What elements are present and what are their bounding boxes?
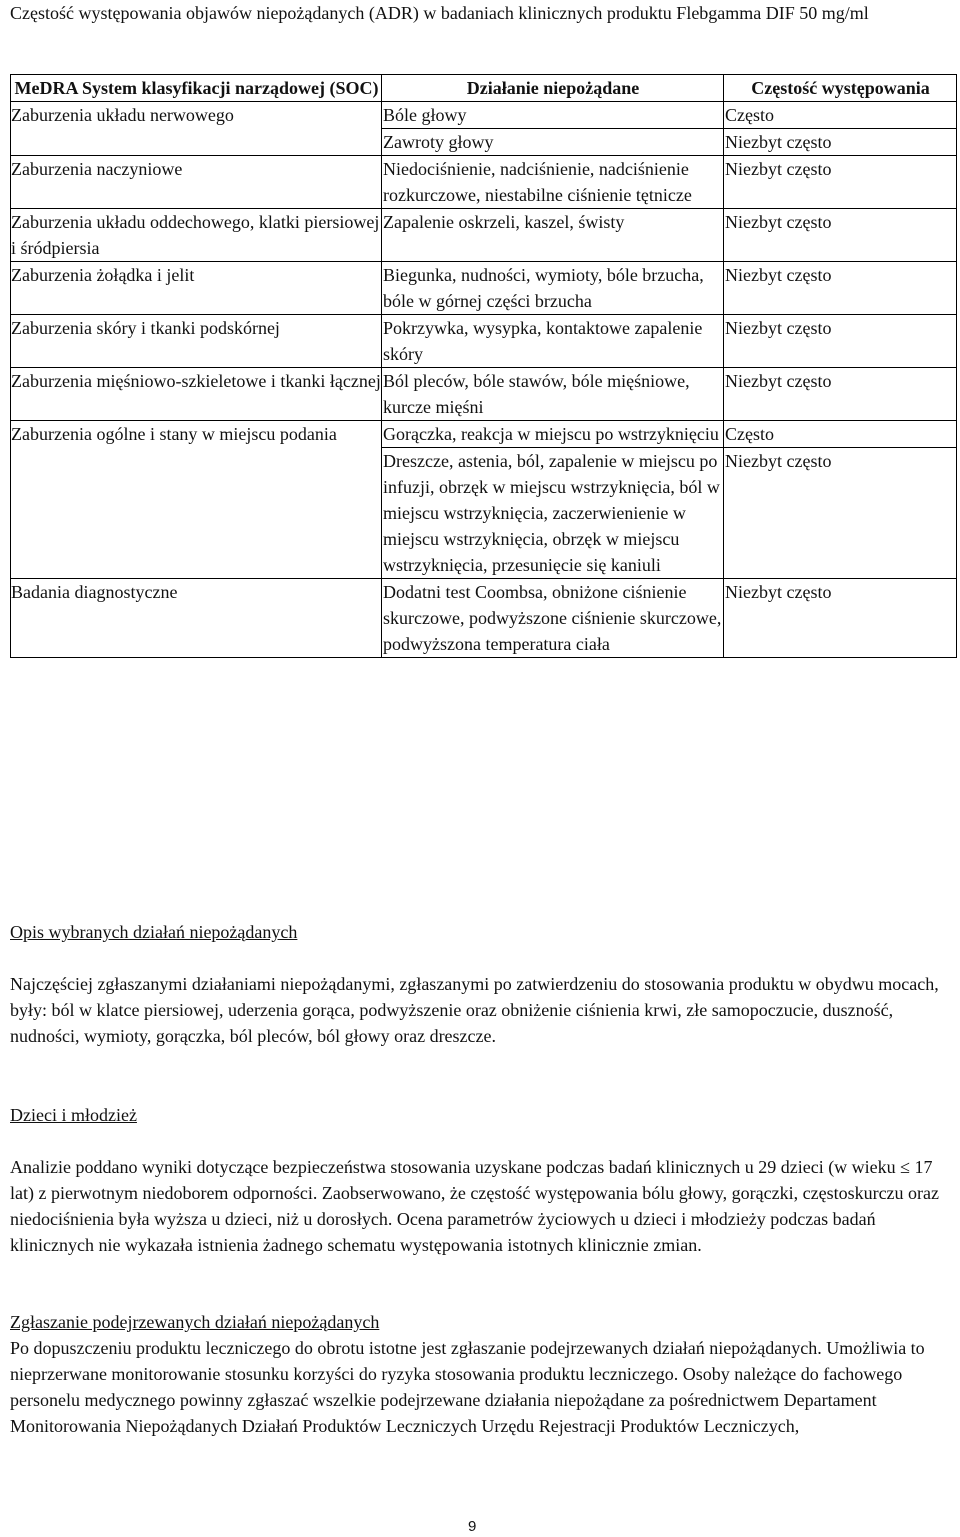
soc-cell: Zaburzenia układu nerwowego [11, 102, 382, 156]
event-cell: Niedociśnienie, nadciśnienie, nadciśnienie rozkurczowe, niestabilne ciśnienie tętnicze [382, 156, 724, 209]
table-row [11, 156, 957, 209]
frequency-cell: Często [724, 102, 957, 129]
section-children [10, 1102, 940, 1258]
table-header-row [11, 75, 957, 102]
soc-cell: Zaburzenia układu oddechowego, klatki piersiowej i śródpiersia [11, 209, 382, 262]
soc-cell: Zaburzenia skóry i tkanki podskórnej [11, 315, 382, 368]
frequency-cell: Niezbyt często [724, 579, 957, 658]
event-cell: Ból pleców, bóle stawów, bóle mięśniowe, kurcze mięśni [382, 368, 724, 421]
event-cell: Dodatni test Coombsa, obniżone ciśnienie skurczowe, podwyższone ciśnienie skurczowe, podwyższona temperatura ciała [382, 579, 724, 658]
section-paragraph: Analizie poddano wyniki dotyczące bezpieczeństwa stosowania uzyskane podczas badań klinicznych u 29 dzieci (w wieku ≤ 17 lat) z pierwotnym niedoborem odporności. Zaobserwowano, że częstość występowania bólu głowy, gorączki, częstoskurczu oraz niedociśnienia była wyższa u dzieci, niż u dorosłych. Ocena parametrów życiowych u dzieci i młodzieży podczas badań klinicznych nie wykazała istnienia żadnego schematu występowania istotnych klinicznie zmian. [10, 1157, 940, 1255]
soc-cell: Badania diagnostyczne [11, 579, 382, 658]
page-number: 9 [468, 1518, 477, 1535]
header-frequency: Częstość występowania [724, 75, 957, 102]
section-reporting [10, 1309, 940, 1439]
header-soc: MeDRA System klasyfikacji narządowej (SOC) [11, 75, 382, 102]
frequency-cell: Niezbyt często [724, 368, 957, 421]
header-event: Działanie niepożądane [382, 75, 724, 102]
frequency-cell: Niezbyt często [724, 209, 957, 262]
frequency-cell: Niezbyt często [724, 448, 957, 579]
frequency-cell: Niezbyt często [724, 262, 957, 315]
soc-cell: Zaburzenia naczyniowe [11, 156, 382, 209]
frequency-cell: Niezbyt często [724, 156, 957, 209]
section-paragraph: Po dopuszczeniu produktu leczniczego do obrotu istotne jest zgłaszanie podejrzewanych działań niepożądanych. Umożliwia to nieprzerwane monitorowanie stosunku korzyści do ryzyka stosowania produktu leczniczego. Osoby należące do fachowego personelu medycznego powinny zgłaszać wszelkie podejrzewane działania niepożądane za pośrednictwem Departament Monitorowania Niepożądanych Działań Produktów Leczniczych Urzędu Rejestracji Produktów Leczniczych, [10, 1338, 925, 1436]
document-page [10, 0, 956, 1436]
adr-table [10, 74, 957, 658]
event-cell: Pokrzywka, wysypka, kontaktowe zapalenie skóry [382, 315, 724, 368]
section-heading: Dzieci i młodzież [10, 1105, 137, 1125]
frequency-cell: Niezbyt często [724, 315, 957, 368]
section-heading: Zgłaszanie podejrzewanych działań niepożądanych [10, 1312, 380, 1332]
frequency-cell: Często [724, 421, 957, 448]
event-cell: Zawroty głowy [382, 129, 724, 156]
table-row [11, 368, 957, 421]
event-cell: Zapalenie oskrzeli, kaszel, świsty [382, 209, 724, 262]
table-row [11, 421, 957, 448]
table-row [11, 315, 957, 368]
event-cell: Bóle głowy [382, 102, 724, 129]
soc-cell: Zaburzenia ogólne i stany w miejscu podania [11, 421, 382, 579]
section-paragraph: Najczęściej zgłaszanymi działaniami niepożądanymi, zgłaszanymi po zatwierdzeniu do stosowania produktu w obydwu mocach, były: ból w klatce piersiowej, uderzenia gorąca, podwyższenie oraz obniżenie ciśnienia krwi, złe samopoczucie, duszność, nudności, wymioty, gorączka, ból pleców, ból głowy oraz dreszcze. [10, 974, 939, 1046]
table-row [11, 262, 957, 315]
frequency-cell: Niezbyt często [724, 129, 957, 156]
table-row [11, 102, 957, 129]
event-cell: Biegunka, nudności, wymioty, bóle brzucha, bóle w górnej części brzucha [382, 262, 724, 315]
table-row [11, 579, 957, 658]
section-heading: Opis wybranych działań niepożądanych [10, 922, 298, 942]
section-adr-description [10, 919, 940, 1049]
event-cell: Gorączka, reakcja w miejscu po wstrzyknięciu [382, 421, 724, 448]
event-cell: Dreszcze, astenia, ból, zapalenie w miejscu po infuzji, obrzęk w miejscu wstrzyknięcia, ból w miejscu wstrzyknięcia, zaczerwienienie w miejscu wstrzyknięcia, obrzęk w miejscu wstrzyknięcia, przesunięcie się kaniuli [382, 448, 724, 579]
table-row [11, 209, 957, 262]
soc-cell: Zaburzenia mięśniowo-szkieletowe i tkanki łącznej [11, 368, 382, 421]
document-title: Częstość występowania objawów niepożądanych (ADR) w badaniach klinicznych produktu Flebgamma DIF 50 mg/ml [10, 3, 869, 23]
soc-cell: Zaburzenia żołądka i jelit [11, 262, 382, 315]
